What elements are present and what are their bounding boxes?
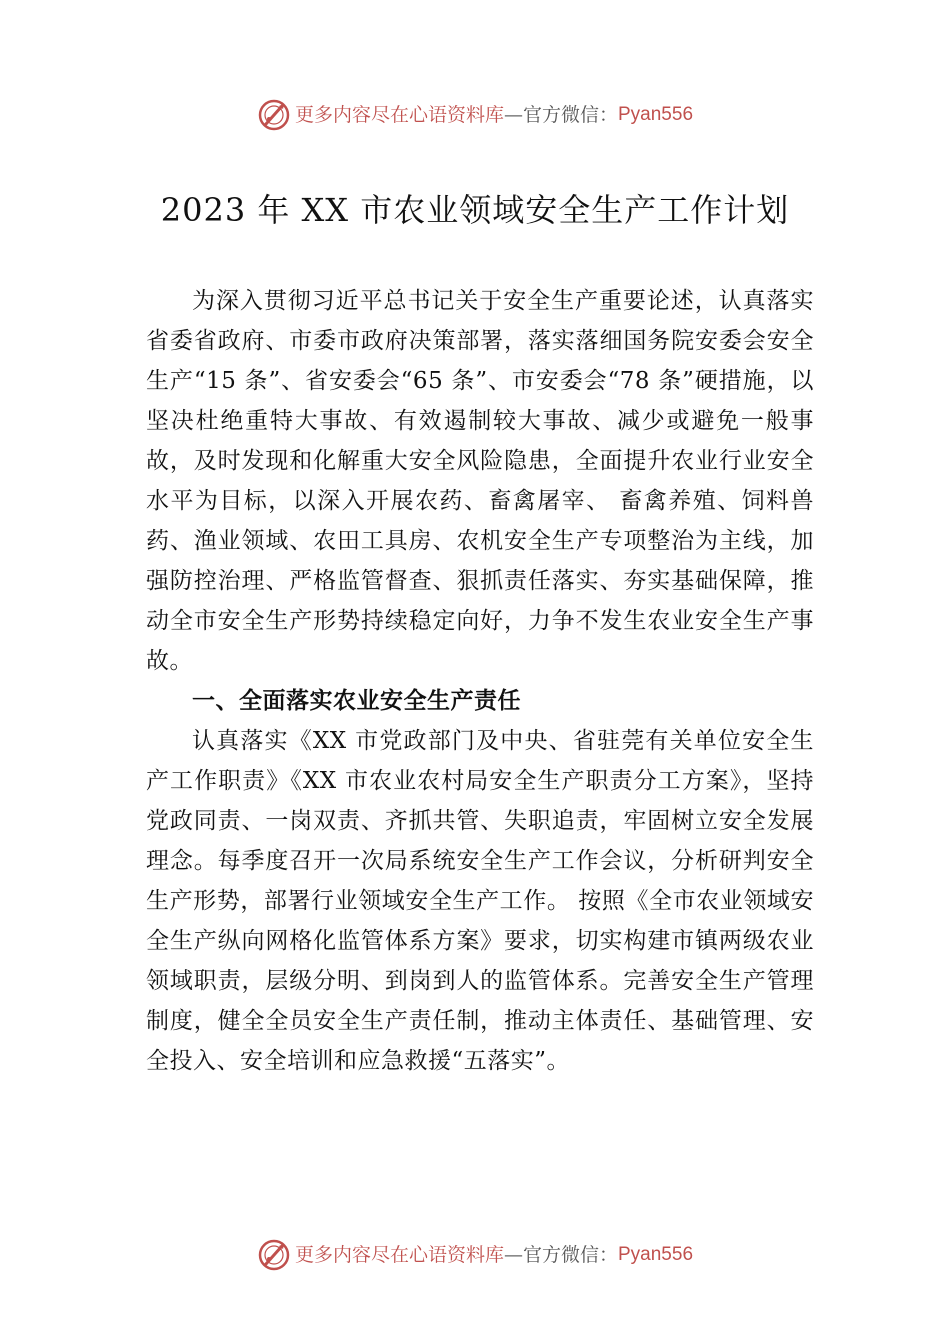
header-banner (0, 98, 950, 132)
pen-seal-logo-icon (257, 98, 291, 132)
footer-banner (0, 1238, 950, 1272)
banner-brand-text: 更多内容尽在心语资料库 (294, 104, 504, 126)
section-paragraph: 认真落实《XX 市党政部门及中央、省驻莞有关单位安全生产工作职责》《XX 市农业农村局安全生产职责分工方案》，坚持党政同责、一岗双责、齐抓共管、失职追责，牢固树立安全发展理念。每季度召开一次局系统安全生产工作会议，分析研判安全生产形势，部署行业领域安全生产工作。 按照《全市农业领域安全生产纵向网格化监管体系方案》要求，切实构建市镇两级农业领域职责，层级分明、到岗到人的监管体系。完善安全生产管理制度，健全全员安全生产责任制，推动主体责任、基础管理、安全投入、安全培训和应急救援“五落实”。 (146, 728, 814, 1074)
banner-brand-text: 更多内容尽在心语资料库 (294, 1244, 504, 1266)
intro-paragraph: 为深入贯彻习近平总书记关于安全生产重要论述，认真落实省委省政府、市委市政府决策部署，落实落细国务院安委会安全生产“15 条”、省安委会“65 条”、市安委会“78 条”硬措施，以坚决杜绝重特大事故、有效遏制较大事故、减少或避免一般事故，及时发现和化解重大安全风险隐患，全面提升农业行业安全水平为目标，以深入开展农药、畜禽屠宰、 畜禽养殖、饲料兽药、渔业领域、农田工具房、农机安全生产专项整治为主线，加强防控治理、严格监管督查、狠抓责任落实、夯实基础保障，推动全市安全生产形势持续稳定向好，力争不发生农业安全生产事故。 (146, 288, 814, 674)
pen-seal-logo-icon (257, 1238, 291, 1272)
banner-wechat-label: 官方微信： (522, 104, 618, 126)
banner-wechat-id: Pyan556 (618, 1244, 694, 1265)
banner-wechat-label: 官方微信： (522, 1244, 618, 1266)
banner-separator: — (503, 104, 523, 126)
banner-separator: — (503, 1244, 523, 1266)
section-heading: 一、全面落实农业安全生产责任 (192, 688, 521, 714)
banner-wechat-id: Pyan556 (618, 104, 694, 125)
document-title: 2023 年 XX 市农业领域安全生产工作计划 (160, 191, 790, 229)
document-body (146, 281, 814, 1081)
